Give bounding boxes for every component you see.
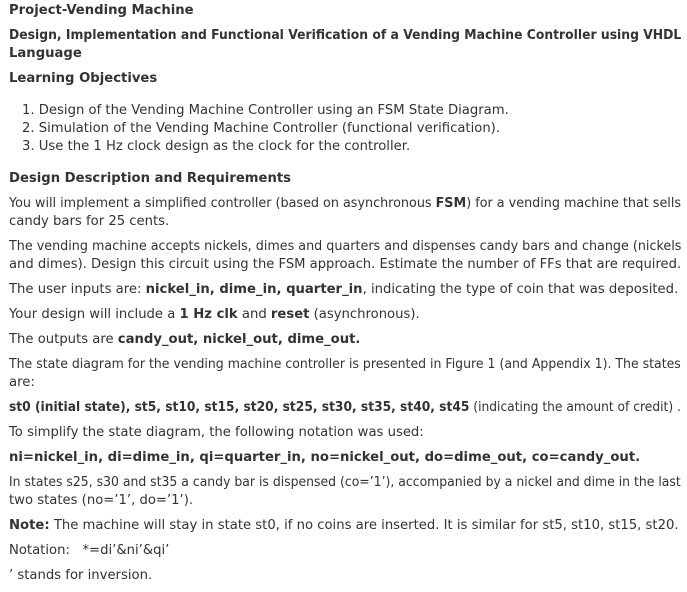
objective-item-1: 1. Design of the Vending Machine Controller using an FSM State Diagram.	[22, 103, 509, 118]
paragraph-2-line-2: and dimes). Design this circuit using the FSM approach. Estimate the number of FFs that are required.	[9, 257, 682, 272]
subtitle-line-1: Design, Implementation and Functional Verification of a Vending Machine Controller using VHDL	[9, 28, 682, 43]
page-title: Project-Vending Machine	[9, 3, 194, 18]
paragraph-notation-star: Notation: *=di’&ni’&qi’	[9, 543, 170, 558]
objective-item-3: 3. Use the 1 Hz clock design as the clock for the controller.	[22, 139, 411, 154]
paragraph-notation-intro: To simplify the state diagram, the following notation was used:	[9, 425, 424, 440]
paragraph-states: st0 (initial state), st5, st10, st15, st20, st25, st30, st35, st40, st45 (indicating the amount of credit) .	[9, 400, 681, 415]
paragraph-state-diagram-line-2: are:	[9, 375, 35, 390]
objective-item-2: 2. Simulation of the Vending Machine Controller (functional verification).	[22, 121, 501, 136]
paragraph-1-line-2: candy bars for 25 cents.	[9, 214, 170, 229]
subtitle-line-2: Language	[9, 46, 82, 61]
design-heading: Design Description and Requirements	[9, 171, 292, 186]
paragraph-notation-definitions: ni=nickel_in, di=dime_in, qi=quarter_in, no=nickel_out, do=dime_out, co=candy_out.	[9, 450, 641, 465]
objectives-heading: Learning Objectives	[9, 71, 158, 86]
paragraph-dispense-line-1: In states s25, s30 and st35 a candy bar is dispensed (co=’1’), accompanied by a nickel and dime in the last	[9, 475, 681, 490]
paragraph-inversion: ’ stands for inversion.	[9, 568, 153, 583]
paragraph-1-line-1: You will implement a simplified controller (based on asynchronous FSM) for a vending machine that sells	[9, 196, 682, 211]
paragraph-dispense-line-2: two states (no=’1’, do=’1’).	[9, 493, 194, 508]
paragraph-state-diagram-line-1: The state diagram for the vending machine controller is presented in Figure 1 (and Appendix 1). The states	[9, 357, 681, 372]
paragraph-outputs: The outputs are candy_out, nickel_out, dime_out.	[9, 332, 361, 347]
paragraph-clock: Your design will include a 1 Hz clk and reset (asynchronous).	[9, 307, 420, 322]
paragraph-inputs: The user inputs are: nickel_in, dime_in, quarter_in, indicating the type of coin that was deposited.	[9, 282, 679, 297]
paragraph-2-line-1: The vending machine accepts nickels, dimes and quarters and dispenses candy bars and change (nickels	[9, 239, 682, 254]
paragraph-note: Note: The machine will stay in state st0, if no coins are inserted. It is similar for st5, st10, st15, st20.	[9, 518, 679, 533]
